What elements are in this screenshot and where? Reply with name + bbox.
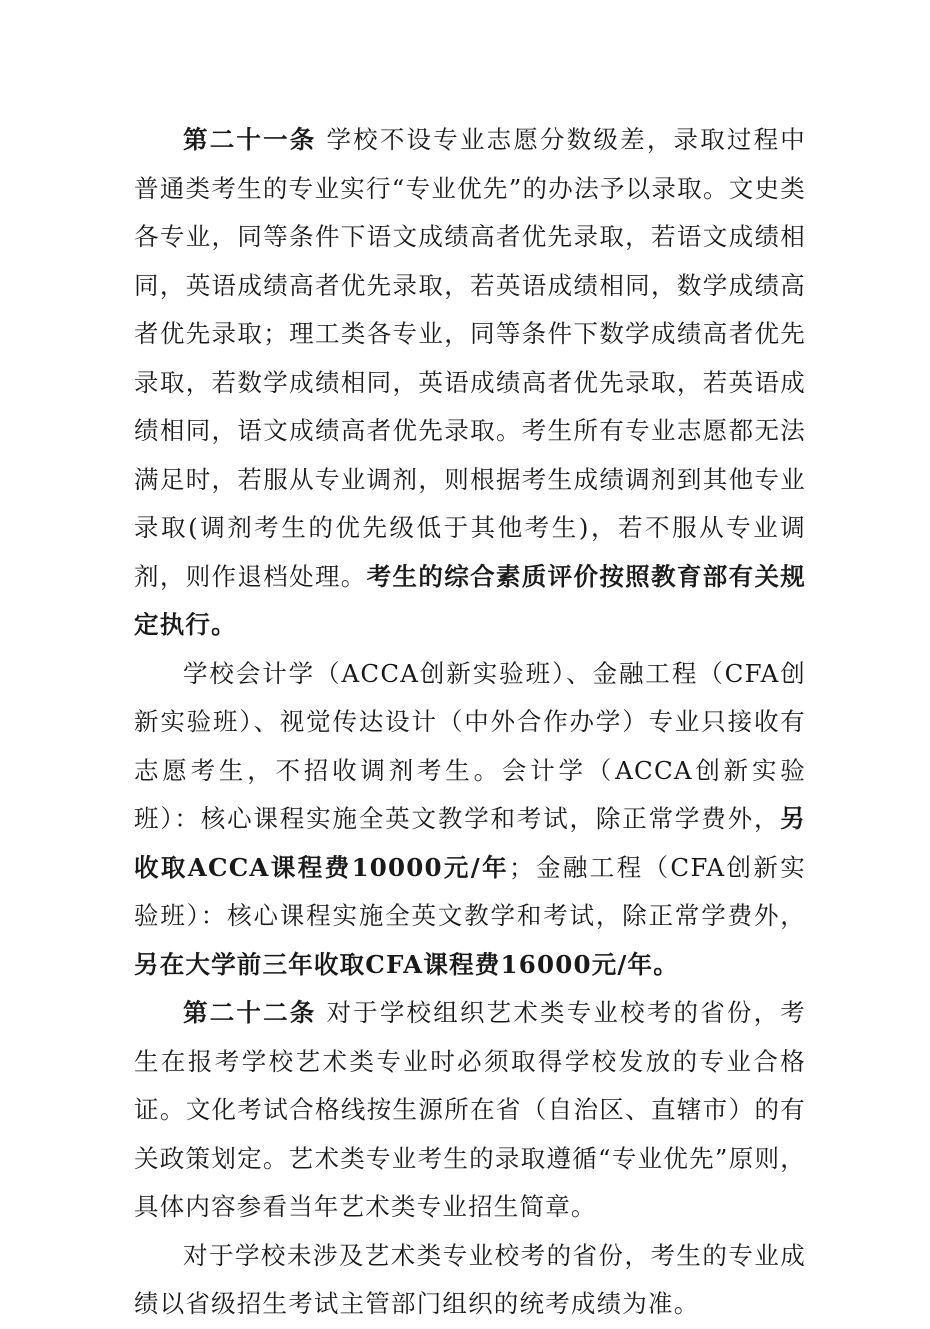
- document-page: [134, 116, 806, 1329]
- article-22-heading: 第二十二条: [183, 998, 317, 1027]
- acca-fee-note: 另收取ACCA课程费10000元/年: [134, 804, 806, 882]
- special-classes-paragraph: [134, 650, 806, 990]
- special-classes-text-2: ；金融工程（CFA创新实验班）：核心课程实施全英文教学和考试，除正常学费外，: [134, 852, 806, 930]
- special-classes-text-1: 学校会计学（ACCA创新实验班）、金融工程（CFA创新实验班）、视觉传达设计（中外合作办学）专业只接收有志愿考生，不招收调剂考生。会计学（ACCA创新实验班）：核心课程实施全英文教学和考试，除正常学费外，: [134, 658, 806, 833]
- art-other-provinces-paragraph: [134, 1232, 806, 1329]
- article-22-paragraph: [134, 989, 806, 1232]
- cfa-fee-note: 另在大学前三年收取CFA课程费16000元/年。: [134, 949, 679, 979]
- art-other-provinces-body: 对于学校未涉及艺术类专业校考的省份，考生的专业成绩以省级招生考试主管部门组织的统考成绩为准。: [134, 1240, 806, 1318]
- article-22-body: 对于学校组织艺术类专业校考的省份，考生在报考学校艺术类专业时必须取得学校发放的专业合格证。文化考试合格线按生源所在省（自治区、直辖市）的有关政策划定。艺术类专业考生的录取遵循“专业优先”原则，具体内容参看当年艺术类专业招生简章。: [134, 998, 806, 1221]
- article-21-heading: 第二十一条: [183, 125, 317, 154]
- article-21-bold-note: 考生的综合素质评价按照教育部有关规定执行。: [134, 561, 806, 639]
- article-21-paragraph: [134, 116, 806, 650]
- article-21-body: 学校不设专业志愿分数级差，录取过程中普通类考生的专业实行“专业优先”的办法予以录取。文史类各专业，同等条件下语文成绩高者优先录取，若语文成绩相同，英语成绩高者优先录取，若英语成绩相同，数学成绩高者优先录取；理工类各专业，同等条件下数学成绩高者优先录取，若数学成绩相同，英语成绩高者优先录取，若英语成绩相同，语文成绩高者优先录取。考生所有专业志愿都无法满足时，若服从专业调剂，则根据考生成绩调剂到其他专业录取(调剂考生的优先级低于其他考生)，若不服从专业调剂，则作退档处理。: [134, 125, 806, 591]
